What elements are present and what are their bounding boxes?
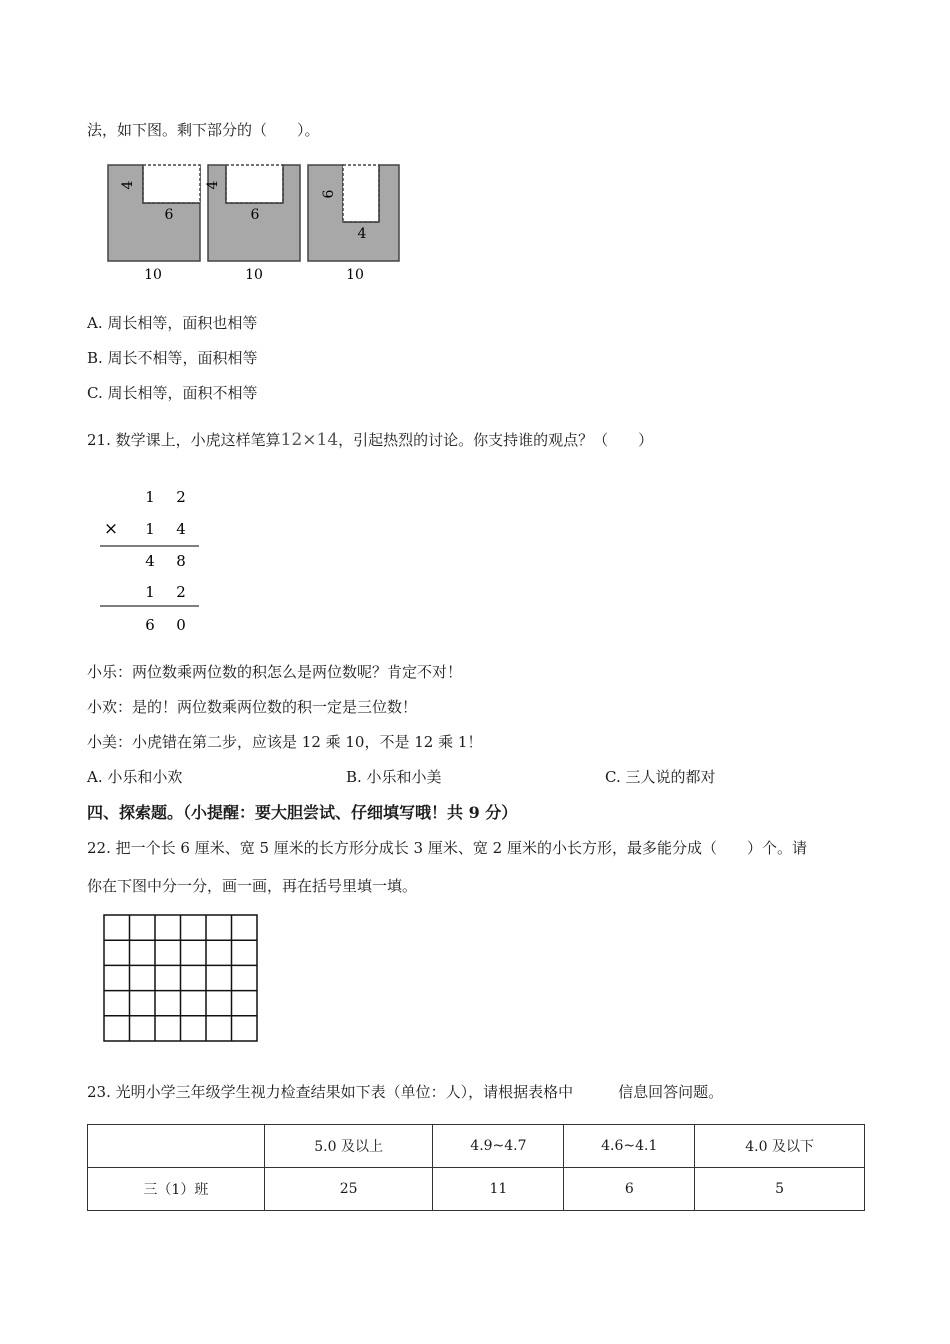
figure-3: [308, 165, 399, 283]
table-cell: 6: [564, 1168, 695, 1211]
figure-2: [205, 165, 300, 283]
q20-text: 法，如下图。剩下部分的（ ）。: [87, 121, 320, 139]
table-cell: 11: [433, 1168, 564, 1211]
q21-prefix: 21. 数学课上，小虎这样笔算: [87, 431, 281, 449]
calc-row1-ones: 2: [176, 488, 186, 506]
figure-3-bottom-label: 10: [346, 267, 364, 283]
q20-figures: [100, 158, 410, 288]
calc-row5-ones: 0: [176, 616, 186, 634]
q21-suffix: ，引起热烈的讨论。你支持谁的观点？（ ）: [338, 431, 654, 449]
figure-1-bottom-label: 10: [144, 267, 162, 283]
q22-grid[interactable]: [102, 913, 260, 1043]
calc-row4-tens: 1: [145, 583, 155, 601]
figure-3-side-label: 6: [321, 189, 337, 199]
figure-2-bottom-label: 10: [245, 267, 263, 283]
q21-opinion-xiaohuan: 小欢：是的！两位数乘两位数的积一定是三位数！: [87, 698, 418, 716]
figure-2-inner-label: 6: [250, 207, 260, 223]
q20-option-b: B. 周长不相等，面积相等: [87, 349, 258, 367]
q20-option-a: A. 周长相等，面积也相等: [87, 314, 258, 332]
figure-2-side-label: 4: [205, 180, 221, 190]
calc-row1-tens: 1: [145, 488, 155, 506]
q21-text: [87, 429, 653, 450]
calc-row5-tens: 6: [145, 616, 155, 634]
header-cell: 4.6~4.1: [564, 1125, 695, 1168]
table-header-row: [88, 1125, 865, 1168]
q22-line1: 22. 把一个长 6 厘米、宽 5 厘米的长方形分成长 3 厘米、宽 2 厘米的小长方形，最多能分成（ ）个。请: [87, 839, 807, 857]
table-cell: 5: [695, 1168, 865, 1211]
figure-1: [108, 165, 200, 283]
calc-row4-ones: 2: [176, 583, 186, 601]
header-cell: 4.9~4.7: [433, 1125, 564, 1168]
figure-1-inner-label: 6: [164, 207, 174, 223]
table-row: [88, 1168, 865, 1211]
q21-expression: 12×14: [280, 430, 339, 450]
times-sign: ×: [103, 519, 119, 539]
section-4-heading: 四、探索题。（小提醒：要大胆尝试、仔细填写哦！共 9 分）: [87, 803, 518, 822]
calc-row2-ones: 4: [176, 520, 186, 538]
header-cell: 5.0 及以上: [264, 1125, 433, 1168]
calc-row3-ones: 8: [176, 552, 186, 570]
q21-option-a: A. 小乐和小欢: [87, 768, 183, 786]
figure-1-side-label: 4: [120, 180, 136, 190]
calc-row2-tens: 1: [145, 520, 155, 538]
q21-opinion-xiaomei: 小美：小虎错在第二步，应该是 12 乘 10，不是 12 乘 1！: [87, 733, 483, 751]
header-cell: 4.0 及以下: [695, 1125, 865, 1168]
figure-3-inner-label: 4: [357, 226, 367, 242]
q22-line2: 你在下图中分一分，画一画，再在括号里填一填。: [87, 877, 418, 895]
q21-option-c: C. 三人说的都对: [605, 768, 716, 786]
q21-opinion-xiaole: 小乐：两位数乘两位数的积怎么是两位数呢？肯定不对！: [87, 663, 463, 681]
table-cell: 25: [264, 1168, 433, 1211]
header-cell-empty: [88, 1125, 265, 1168]
vision-table: [87, 1124, 865, 1211]
row-label-cell: 三（1）班: [88, 1168, 265, 1211]
q23-text: 23. 光明小学三年级学生视力检查结果如下表（单位：人），请根据表格中 信息回答问题。: [87, 1083, 724, 1101]
q21-option-b: B. 小乐和小美: [346, 768, 442, 786]
q21-vertical-calc: [95, 480, 205, 640]
q20-option-c: C. 周长相等，面积不相等: [87, 384, 258, 402]
calc-row3-tens: 4: [145, 552, 155, 570]
